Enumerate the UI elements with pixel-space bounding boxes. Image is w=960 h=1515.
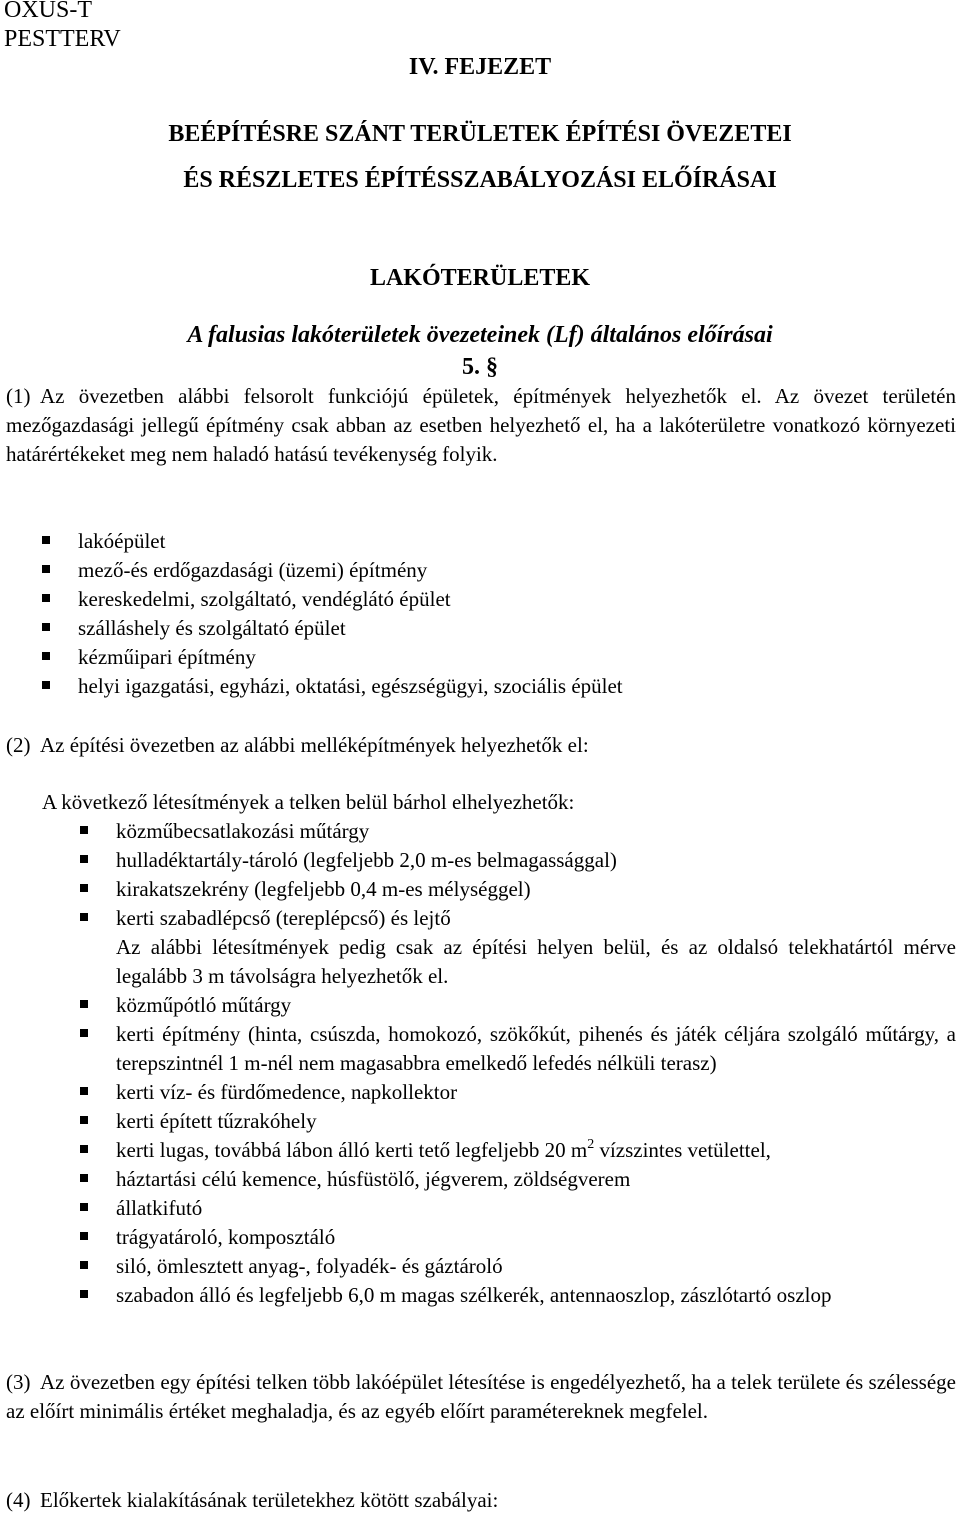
clause-2-middle: Az alábbi létesítmények pedig csak az építési helyen belül, és az oldalsó telekhatártól mérve legalább 3 m távolságra helyezhetők el. (116, 935, 956, 988)
bullet-icon (42, 652, 50, 660)
list-item: siló, ömlesztett anyag-, folyadék- és gáztároló (80, 1252, 956, 1281)
bullet-icon (42, 623, 50, 631)
title-line-1: BEÉPÍTÉSRE SZÁNT TERÜLETEK ÉPÍTÉSI ÖVEZETEI (168, 121, 792, 147)
subsection-heading: A falusias lakóterületek övezeteinek (Lf) általános előírásai (187, 322, 773, 348)
list-item: kerti szabadlépcső (tereplépcső) és lejtő (80, 904, 956, 933)
bullet-icon (42, 565, 50, 573)
list-item: kereskedelmi, szolgáltató, vendéglátó épület (42, 585, 942, 614)
header-line-1: OXUS-T (4, 0, 92, 23)
list-item: állatkifutó (80, 1194, 956, 1223)
clause-4 (6, 1486, 498, 1515)
clause-4-number: (4) (6, 1488, 31, 1512)
list-item: kerti víz- és fürdőmedence, napkollektor (80, 1078, 956, 1107)
list-item: közműbecsatlakozási műtárgy (80, 817, 956, 846)
clause-4-text: Előkertek kialakításának területekhez kötött szabályai: (40, 1488, 499, 1512)
clause-1-text: Az övezetben alábbi felsorolt funkciójú épületek, építmények helyezhetők el. Az övezet területén mezőgazdasági jellegű építmény csak abban az esetben helyezhető el, ha a lakóterületre vonatkozó környezeti határértékeket meg nem haladó hatású tevékenység folyik. (6, 384, 956, 466)
clause-3-number: (3) (6, 1370, 31, 1394)
bullet-icon (80, 1203, 88, 1211)
bullet-icon (80, 1116, 88, 1124)
bullet-icon (42, 594, 50, 602)
bullet-icon (80, 1290, 88, 1298)
clause-2 (6, 731, 589, 760)
list-item: hulladéktartály-tároló (legfeljebb 2,0 m-es belmagassággal) (80, 846, 956, 875)
superscript-2: 2 (587, 1137, 595, 1152)
list-item: szálláshely és szolgáltató épület (42, 614, 942, 643)
bullet-icon (80, 913, 88, 921)
list-item: kerti építmény (hinta, csúszda, homokozó, szökőkút, pihenés és játék céljára szolgáló műtárgy, a terepszintnél 1 m-nél nem magasabbra emelkedő lefedés nélküli terasz) (80, 1020, 956, 1078)
bullet-icon (80, 1145, 88, 1153)
bullet-icon (80, 1174, 88, 1182)
bullet-icon (80, 1232, 88, 1240)
list-item: szabadon álló és legfeljebb 6,0 m magas szélkerék, antennaoszlop, zászlótartó oszlop (80, 1281, 956, 1310)
bullet-icon (42, 681, 50, 689)
clause-2-list-b (80, 991, 956, 1310)
clause-1 (6, 382, 956, 469)
clause-3-text: Az övezetben egy építési telken több lakóépület létesítése is engedélyezhető, ha a telek területe és szélessége az előírt minimális értéket meghaladja, és az egyéb előírt paramétereknek megfelel. (6, 1370, 956, 1423)
list-item: háztartási célú kemence, húsfüstölő, jégverem, zöldségverem (80, 1165, 956, 1194)
list-item: közműpótló műtárgy (80, 991, 956, 1020)
list-item: mező-és erdőgazdasági (üzemi) építmény (42, 556, 942, 585)
bullet-icon (42, 536, 50, 544)
list-item: helyi igazgatási, egyházi, oktatási, egészségügyi, szociális épület (42, 672, 942, 701)
clause-1-number: (1) (6, 384, 31, 408)
list-item: kézműipari építmény (42, 643, 942, 672)
clause-1-list (42, 527, 942, 701)
bullet-icon (80, 855, 88, 863)
clause-2-text: Az építési övezetben az alábbi melléképítmények helyezhetők el: (40, 733, 589, 757)
list-item: kirakatszekrény (legfeljebb 0,4 m-es mélységgel) (80, 875, 956, 904)
clause-2-intro: A következő létesítmények a telken belül bárhol elhelyezhetők: (42, 790, 575, 814)
bullet-icon (80, 1000, 88, 1008)
bullet-icon (80, 1261, 88, 1269)
chapter-heading: IV. FEJEZET (408, 54, 552, 80)
section-heading: LAKÓTERÜLETEK (369, 265, 591, 291)
list-item: lakóépület (42, 527, 942, 556)
list-item: kerti épített tűzrakóhely (80, 1107, 956, 1136)
page-header (4, 0, 121, 54)
list-item-lugas: kerti lugas, továbbá lábon álló kerti tető legfeljebb 20 $m^2$ vízszintes vetülettel, (80, 1136, 956, 1165)
clause-3 (6, 1368, 956, 1426)
bullet-icon (80, 1029, 88, 1037)
bullet-icon (80, 884, 88, 892)
paragraph-mark: 5. § (462, 354, 498, 380)
clause-2-list-a (80, 817, 956, 933)
title-line-2: ÉS RÉSZLETES ÉPÍTÉSSZABÁLYOZÁSI ELŐÍRÁSAI (183, 167, 777, 193)
list-item: trágyatároló, komposztáló (80, 1223, 956, 1252)
bullet-icon (80, 1087, 88, 1095)
header-line-2: PESTTERV (4, 26, 121, 52)
clause-2-number: (2) (6, 733, 31, 757)
bullet-icon (80, 826, 88, 834)
